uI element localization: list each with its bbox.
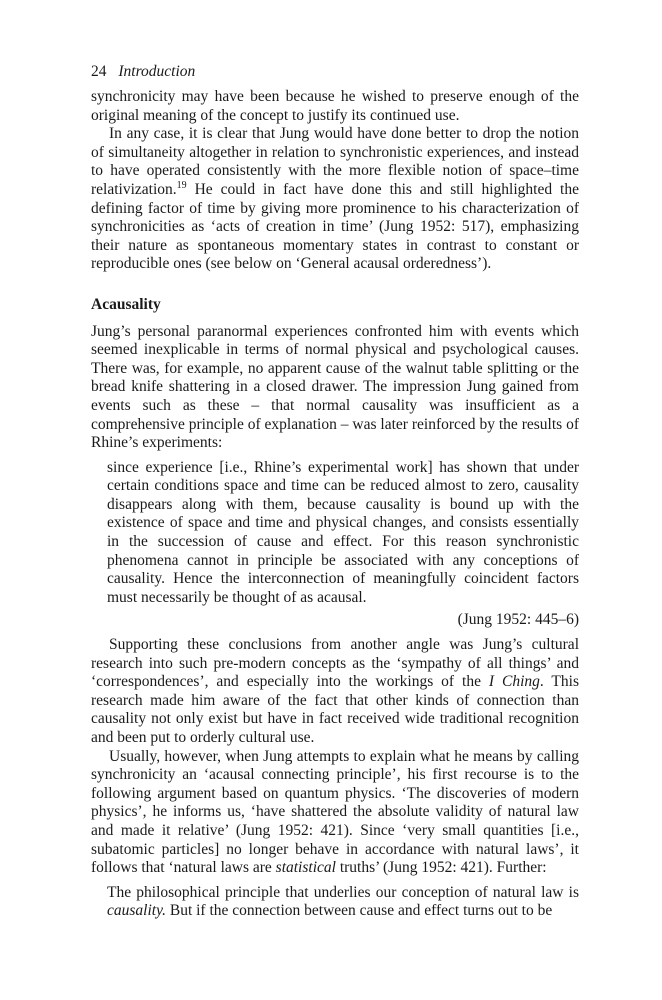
paragraph-cultural-research xyxy=(91,636,579,748)
paragraph-acausality: Jung’s personal paranormal experiences confronted him with events which seemed inexplicable in terms of normal physical and psychological causes. There was, for example, no apparent cause of the walnut table splitting or the bread knife shattering in a closed drawer. The impression Jung gained from events such as these – that normal causality was insufficient as a comprehensive principle of explanation – was later reinforced by the results of Rhine’s experiments: xyxy=(91,322,579,452)
paragraph-text: Supporting these conclusions from another angle was Jung’s cultural research into such pre-modern concepts as the ‘sympathy of all things’ and ‘correspondences’, and especially into the workings of the xyxy=(91,636,579,691)
paragraph-quantum-physics xyxy=(91,748,579,878)
running-header xyxy=(91,62,195,82)
quote-fragment: The philosophical principle that underlies our conception of natural law is xyxy=(107,883,579,901)
paragraph-text: In any case, it is clear that Jung would have done better to drop the notion of simultaneity altogether in relation to synchronistic experiences, and instead to have operated consistently with the more flexible notion of space–time relativization. xyxy=(91,125,579,198)
quote-text xyxy=(107,884,579,921)
emphasis: causality. xyxy=(107,902,166,920)
paragraph-simultaneity xyxy=(91,125,579,274)
section-heading: Acausality xyxy=(91,295,161,313)
page-body xyxy=(91,88,579,921)
footnote-marker: 19 xyxy=(176,179,187,191)
paragraph-text: truths’ (Jung 1952: 421). Further: xyxy=(335,859,547,877)
paragraph-text: He could in fact have done this and still highlighted the defining factor of time by giving more prominence to his characterization of synchronicities as ‘acts of creation in time’ (Jung 1952: 517), emphasizing their nature as spontaneous momentary states in contrast to constant or reproducible ones (see below on ‘General acausal orderedness’). xyxy=(91,180,579,273)
paragraph-text: . This research made him aware of the fact that other kinds of connection than causality not only exist but have in fact received wide traditional recognition and been put to orderly cultural use. xyxy=(91,673,579,746)
paragraph-text: Usually, however, when Jung attempts to explain what he means by calling synchronicity an ‘acausal connecting principle’, his first recourse is to the following argument based on quantum physics. ‘The discoveries of modern physics’, he informs us, ‘have shattered the absolute validity of natural law and made it relative’ (Jung 1952: 421). Since ‘very small quantities [i.e., subatomic particles] no longer behave in accordance with natural laws’, it follows that ‘natural laws are xyxy=(91,747,579,877)
book-title: I Ching xyxy=(488,673,540,691)
page-number: 24 xyxy=(91,63,107,80)
paragraph-continuation: synchronicity may have been because he wished to preserve enough of the original meaning of the concept to justify its continued use. xyxy=(91,88,579,124)
quote-text: since experience [i.e., Rhine’s experimental work] has shown that under certain conditions space and time can be reduced almost to zero, causality disappears along with them, because causality is bound up with the existence of space and time and physical changes, and consists essentially in the succession of cause and effect. For this reason synchronistic phenomena cannot in principle be associated with any conceptions of causality. Hence the interconnection of meaningfully coincident factors must necessarily be thought of as acausal. xyxy=(107,458,579,606)
quote-citation: (Jung 1952: 445–6) xyxy=(457,611,579,629)
running-title: Introduction xyxy=(118,63,196,80)
quote-fragment: But if the connection between cause and effect turns out to be xyxy=(165,902,553,920)
block-quote xyxy=(107,884,579,921)
block-quote xyxy=(107,459,579,630)
emphasis: statistical xyxy=(275,859,336,877)
